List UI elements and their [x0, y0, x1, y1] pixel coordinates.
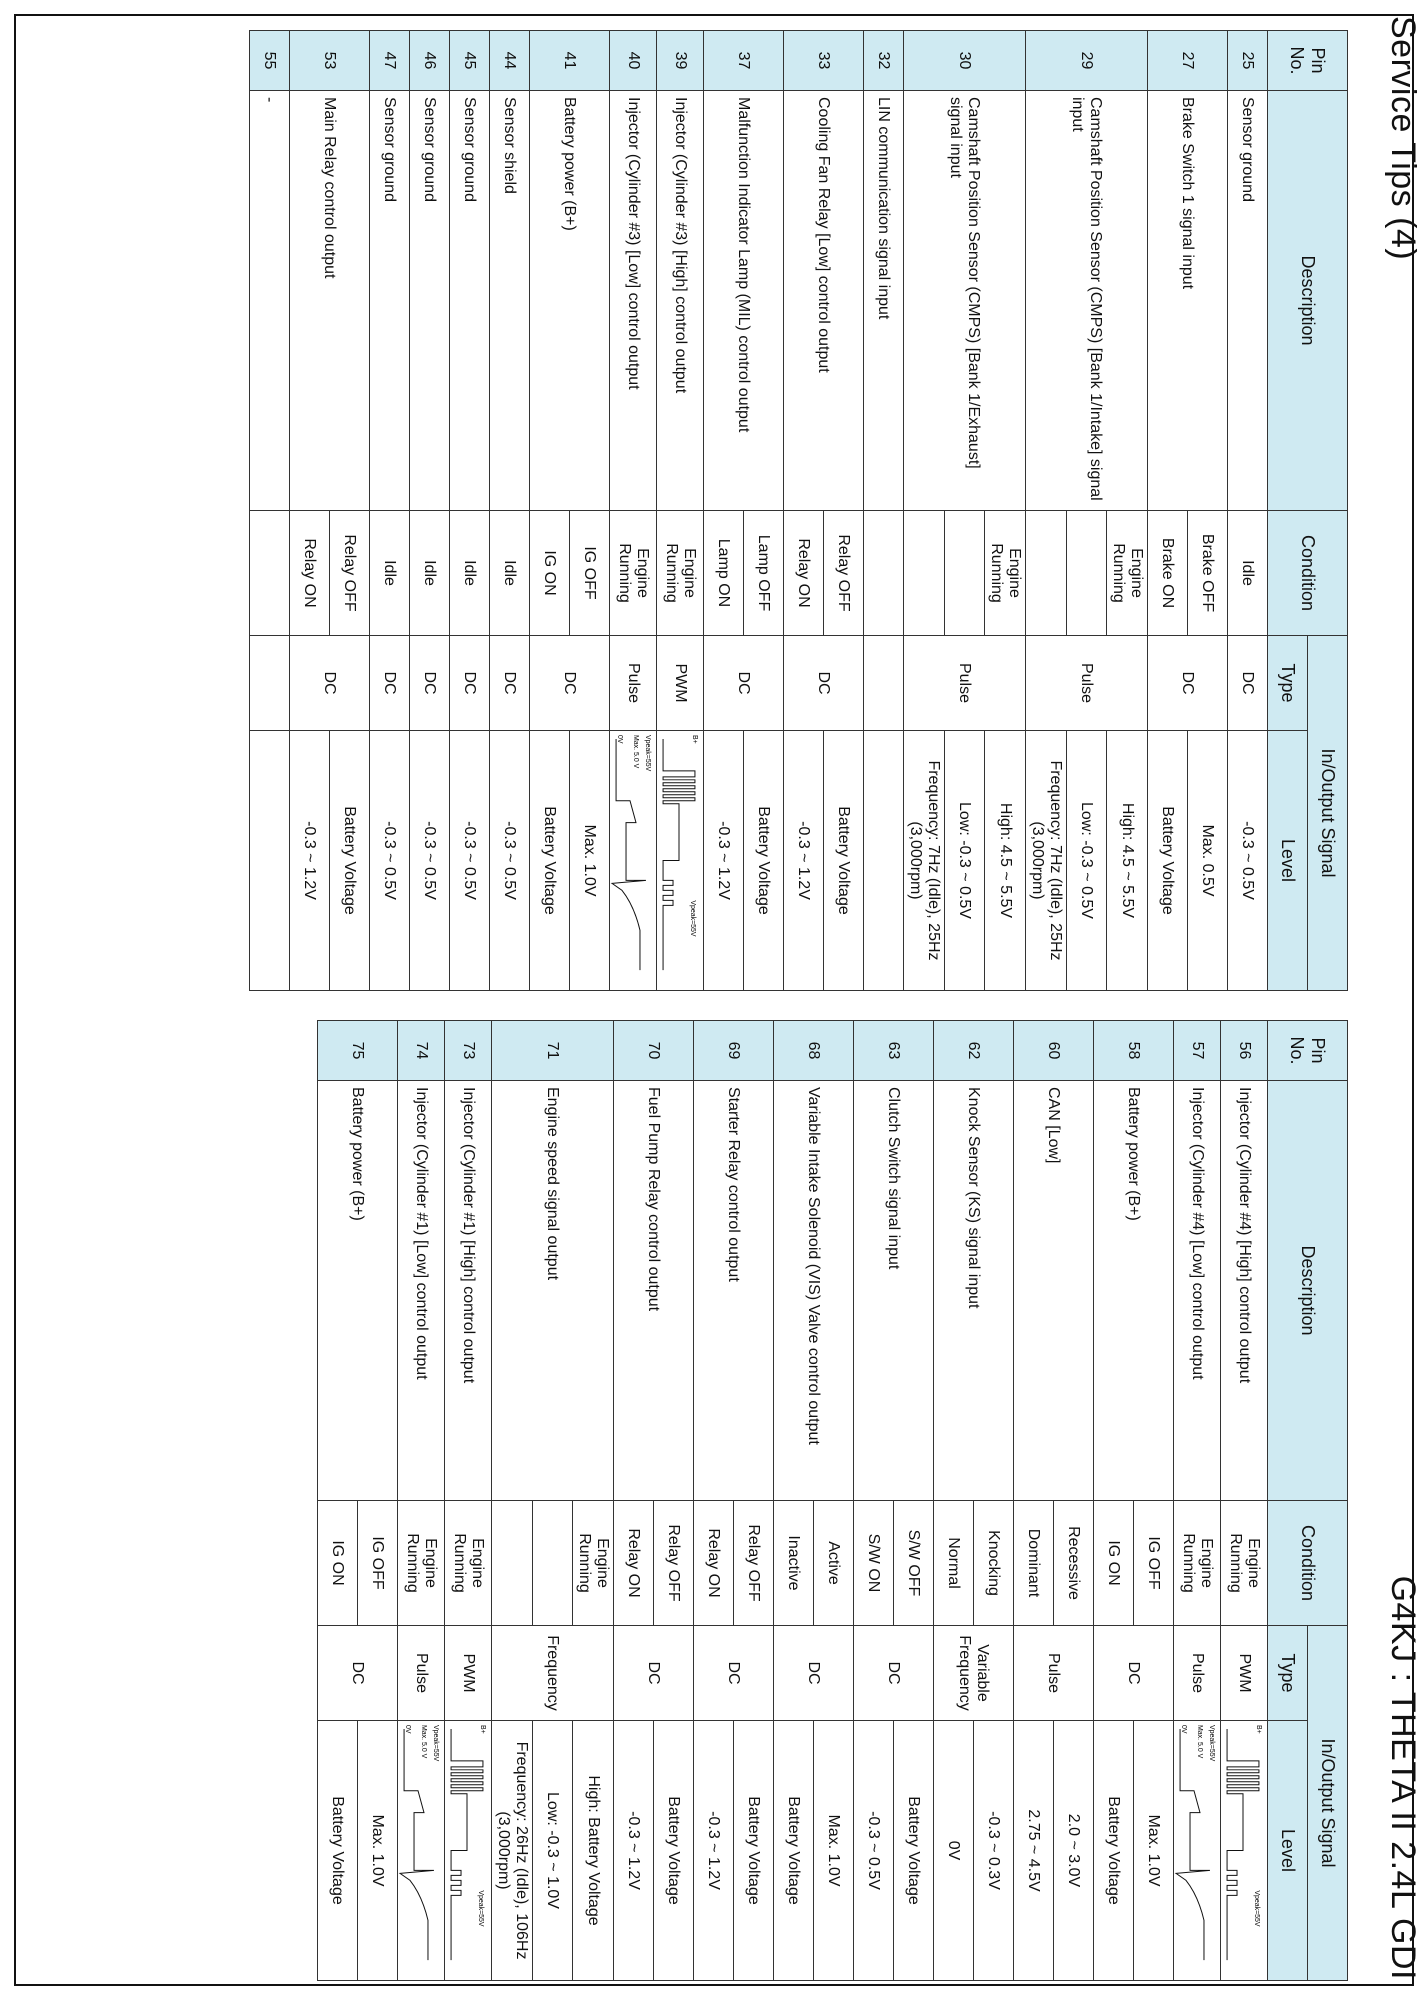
signal-level: -0.3 ~ 1.2V	[614, 1721, 654, 1981]
pin-description: Injector (Cylinder #4) [Low] control output	[1174, 1081, 1221, 1501]
pin-description: Starter Relay control output	[694, 1081, 774, 1501]
pin-description: LIN communication signal input	[864, 91, 904, 511]
table-row	[490, 31, 530, 991]
condition-cell: IG ON	[1094, 1501, 1134, 1626]
pin-number: 60	[1014, 1021, 1094, 1081]
condition-cell: Lamp OFF	[744, 511, 784, 636]
signal-level: Battery Voltage	[330, 731, 370, 991]
signal-type: Pulse	[1026, 636, 1148, 731]
pin-number: 44	[490, 31, 530, 91]
signal-level: Max. 1.0V	[358, 1721, 398, 1981]
signal-type: DC	[704, 636, 784, 731]
pin-description: Injector (Cylinder #1) [High] control output	[445, 1081, 492, 1501]
waveform-trace	[612, 739, 646, 970]
table-row	[824, 31, 864, 991]
condition-cell	[864, 511, 904, 636]
pin-description: Cooling Fan Relay [Low] control output	[784, 91, 864, 511]
waveform-max-label: Max. 5.0 V	[631, 734, 639, 769]
pin-description: Injector (Cylinder #3) [High] control output	[657, 91, 704, 511]
condition-cell: Dominant	[1014, 1501, 1054, 1626]
pin-description: Camshaft Position Sensor (CMPS) [Bank 1/Exhaust] signal input	[904, 91, 1026, 511]
signal-level: Battery Voltage	[824, 731, 864, 991]
pin-description: Battery power (B+)	[530, 91, 610, 511]
condition-cell: Brake ON	[1148, 511, 1188, 636]
condition-cell: IG OFF	[358, 1501, 398, 1626]
table-row	[1188, 31, 1228, 991]
signal-level: Battery Voltage	[318, 1721, 358, 1981]
condition-cell: IG ON	[318, 1501, 358, 1626]
table-row	[398, 1021, 445, 1981]
pin-description: Sensor ground	[410, 91, 450, 511]
condition-cell	[492, 1501, 533, 1626]
condition-cell: Relay OFF	[330, 511, 370, 636]
col-header-condition: Condition	[1268, 511, 1348, 636]
pin-description: Brake Switch 1 signal input	[1148, 91, 1228, 511]
condition-cell: Engine Running	[398, 1501, 445, 1626]
table-row	[410, 31, 450, 991]
signal-level: -0.3 ~ 0.5V	[490, 731, 530, 991]
condition-cell: Idle	[490, 511, 530, 636]
pin-description: Sensor ground	[1228, 91, 1268, 511]
table-row	[1054, 1021, 1094, 1981]
signal-level: Low: -0.3 ~ 1.0V	[533, 1721, 573, 1981]
signal-type: DC	[318, 1626, 398, 1721]
col-header-type: Type	[1268, 636, 1308, 731]
waveform-bplus-label: B+	[690, 734, 698, 744]
table-row	[657, 31, 704, 991]
waveform-max-label: Max. 5.0 V	[419, 1724, 427, 1759]
pin-number: 55	[250, 31, 290, 91]
condition-cell: Engine Running	[445, 1501, 492, 1626]
table-row	[330, 31, 370, 991]
table-row	[744, 31, 784, 991]
condition-cell: IG ON	[530, 511, 570, 636]
col-header-io-signal: In/Output Signal	[1308, 1626, 1348, 1981]
signal-type: DC	[370, 636, 410, 731]
condition-cell: Engine Running	[610, 511, 657, 636]
signal-level: Battery Voltage	[894, 1721, 934, 1981]
condition-cell: Relay OFF	[734, 1501, 774, 1626]
table-row	[985, 31, 1026, 991]
condition-cell: Relay OFF	[654, 1501, 694, 1626]
pin-number: 57	[1174, 1021, 1221, 1081]
pin-number: 29	[1026, 31, 1148, 91]
pin-number: 58	[1094, 1021, 1174, 1081]
signal-level: Frequency: 7Hz (Idle), 25Hz (3,000rpm)	[904, 731, 945, 991]
pin-description: Variable Intake Solenoid (VIS) Valve control output	[774, 1081, 854, 1501]
condition-cell: Idle	[450, 511, 490, 636]
table-row	[864, 31, 904, 991]
signal-type: Pulse	[1014, 1626, 1094, 1721]
signal-type: DC	[694, 1626, 774, 1721]
injector-high-waveform	[657, 731, 704, 991]
waveform-bplus-label: B+	[478, 1724, 486, 1734]
pwm-waveform-diagram	[1221, 1721, 1267, 1980]
waveform-bplus-label: B+	[1254, 1724, 1262, 1734]
signal-level: 2.75 ~ 4.5V	[1014, 1721, 1054, 1981]
signal-level: -0.3 ~ 0.5V	[1228, 731, 1268, 991]
pwm-waveform-diagram	[445, 1721, 491, 1980]
pin-number: 30	[904, 31, 1026, 91]
condition-cell	[250, 511, 290, 636]
signal-level: Battery Voltage	[530, 731, 570, 991]
signal-level: 0V	[934, 1721, 974, 1981]
condition-cell	[945, 511, 985, 636]
signal-level: -0.3 ~ 0.5V	[450, 731, 490, 991]
table-row	[894, 1021, 934, 1981]
signal-level: Max. 1.0V	[1134, 1721, 1174, 1981]
signal-type: DC	[1094, 1626, 1174, 1721]
right-pin-table	[317, 1020, 1348, 1981]
injector-low-waveform	[610, 731, 657, 991]
pin-number: 27	[1148, 31, 1228, 91]
pin-number: 32	[864, 31, 904, 91]
col-header-description: Description	[1268, 1081, 1348, 1501]
col-header-condition: Condition	[1268, 1501, 1348, 1626]
condition-cell: Relay OFF	[824, 511, 864, 636]
condition-cell: Active	[814, 1501, 854, 1626]
signal-type	[250, 636, 290, 731]
signal-type: DC	[410, 636, 450, 731]
pin-description: Sensor ground	[450, 91, 490, 511]
pin-number: 71	[492, 1021, 614, 1081]
pin-description: Sensor ground	[370, 91, 410, 511]
condition-cell: Relay ON	[614, 1501, 654, 1626]
col-header-description: Description	[1268, 91, 1348, 511]
condition-cell: Engine Running	[657, 511, 704, 636]
signal-level: -0.3 ~ 0.3V	[974, 1721, 1014, 1981]
pin-number: 40	[610, 31, 657, 91]
signal-level: Low: -0.3 ~ 0.5V	[945, 731, 985, 991]
signal-level: -0.3 ~ 1.2V	[694, 1721, 734, 1981]
signal-type: DC	[854, 1626, 934, 1721]
table-row	[370, 31, 410, 991]
signal-type: Pulse	[1174, 1626, 1221, 1721]
condition-cell	[1026, 511, 1067, 636]
col-header-level: Level	[1268, 731, 1308, 991]
pin-description: Knock Sensor (KS) signal input	[934, 1081, 1014, 1501]
col-header-io-signal: In/Output Signal	[1308, 636, 1348, 991]
condition-cell: IG OFF	[570, 511, 610, 636]
pin-description: Main Relay control output	[290, 91, 370, 511]
condition-cell: Relay ON	[290, 511, 330, 636]
pin-description: Injector (Cylinder #4) [High] control output	[1221, 1081, 1268, 1501]
signal-type: PWM	[1221, 1626, 1268, 1721]
pin-number: 53	[290, 31, 370, 91]
signal-type: DC	[774, 1626, 854, 1721]
signal-type: DC	[290, 636, 370, 731]
table-row	[654, 1021, 694, 1981]
pin-number: 47	[370, 31, 410, 91]
condition-cell	[533, 1501, 573, 1626]
signal-type: DC	[530, 636, 610, 731]
signal-type	[864, 636, 904, 731]
injector-low-waveform	[1174, 1721, 1221, 1981]
pin-number: 45	[450, 31, 490, 91]
pin-number: 62	[934, 1021, 1014, 1081]
pin-number: 75	[318, 1021, 398, 1081]
condition-cell: Idle	[370, 511, 410, 636]
signal-level: -0.3 ~ 1.2V	[784, 731, 824, 991]
condition-cell: Idle	[1228, 511, 1268, 636]
condition-cell: Recessive	[1054, 1501, 1094, 1626]
pin-description: Battery power (B+)	[1094, 1081, 1174, 1501]
condition-cell: Brake OFF	[1188, 511, 1228, 636]
pulse-waveform-diagram	[398, 1721, 444, 1980]
table-row	[573, 1021, 614, 1981]
waveform-trace	[400, 1729, 434, 1960]
col-header-level: Level	[1268, 1721, 1308, 1981]
signal-type: PWM	[445, 1626, 492, 1721]
pin-description: -	[250, 91, 290, 511]
signal-level: Frequency: 26Hz (Idle), 106Hz (3,000rpm)	[492, 1721, 533, 1981]
pin-number: 70	[614, 1021, 694, 1081]
pin-number: 68	[774, 1021, 854, 1081]
signal-type: PWM	[657, 636, 704, 731]
signal-level: Max. 0.5V	[1188, 731, 1228, 991]
pin-number: 41	[530, 31, 610, 91]
signal-level: Battery Voltage	[744, 731, 784, 991]
waveform-vpeak-label: Vpeak=55V	[1252, 1890, 1260, 1927]
pin-description: Sensor shield	[490, 91, 530, 511]
condition-cell	[1067, 511, 1107, 636]
waveform-max-label: Max. 5.0 V	[1195, 1724, 1203, 1759]
pin-number: 33	[784, 31, 864, 91]
signal-level: Low: -0.3 ~ 0.5V	[1067, 731, 1107, 991]
left-table-body	[250, 31, 1268, 991]
signal-level: Battery Voltage	[654, 1721, 694, 1981]
pin-description: Malfunction Indicator Lamp (MIL) control output	[704, 91, 784, 511]
pin-number: 46	[410, 31, 450, 91]
pin-number: 63	[854, 1021, 934, 1081]
condition-cell: IG OFF	[1134, 1501, 1174, 1626]
page-title: Service Tips (4)	[1384, 16, 1422, 261]
pin-description: Camshaft Position Sensor (CMPS) [Bank 1/Intake] signal input	[1026, 91, 1148, 511]
signal-type: DC	[450, 636, 490, 731]
signal-level: -0.3 ~ 1.2V	[704, 731, 744, 991]
signal-level: 2.0 ~ 3.0V	[1054, 1721, 1094, 1981]
waveform-trace	[1176, 1729, 1210, 1960]
signal-level: Max. 1.0V	[814, 1721, 854, 1981]
signal-level: Battery Voltage	[1148, 731, 1188, 991]
condition-cell: Engine Running	[985, 511, 1026, 636]
waveform-zero-label: 0V	[404, 1724, 412, 1734]
signal-type: Pulse	[904, 636, 1026, 731]
pin-description: Clutch Switch signal input	[854, 1081, 934, 1501]
waveform-vpeak-label: Vpeak=55V	[1207, 1724, 1215, 1762]
signal-level	[250, 731, 290, 991]
signal-level: Max. 1.0V	[570, 731, 610, 991]
table-row	[610, 31, 657, 991]
table-row	[570, 31, 610, 991]
waveform-vpeak-label: Vpeak=55V	[688, 900, 696, 937]
signal-type: Frequency	[492, 1626, 614, 1721]
pin-description: Battery power (B+)	[318, 1081, 398, 1501]
table-row	[1107, 31, 1148, 991]
waveform-vpeak-label: Vpeak=55V	[431, 1724, 439, 1762]
signal-level: -0.3 ~ 1.2V	[290, 731, 330, 991]
condition-cell: Relay ON	[694, 1501, 734, 1626]
pin-description: Fuel Pump Relay control output	[614, 1081, 694, 1501]
injector-low-waveform	[398, 1721, 445, 1981]
injector-high-waveform	[445, 1721, 492, 1981]
left-pin-table-wrapper	[249, 30, 1348, 990]
pin-description: Engine speed signal output	[492, 1081, 614, 1501]
signal-type: DC	[784, 636, 864, 731]
table-row	[358, 1021, 398, 1981]
signal-level: -0.3 ~ 0.5V	[410, 731, 450, 991]
pin-number: 39	[657, 31, 704, 91]
condition-cell: Relay ON	[784, 511, 824, 636]
condition-cell: Inactive	[774, 1501, 814, 1626]
condition-cell: Normal	[934, 1501, 974, 1626]
signal-level: Battery Voltage	[1094, 1721, 1134, 1981]
signal-level: High: Battery Voltage	[573, 1721, 614, 1981]
table-row	[974, 1021, 1014, 1981]
condition-cell: Engine Running	[573, 1501, 614, 1626]
right-pin-table-wrapper	[317, 1020, 1348, 1980]
signal-level: -0.3 ~ 0.5V	[370, 731, 410, 991]
signal-type: DC	[1228, 636, 1268, 731]
pin-number: 69	[694, 1021, 774, 1081]
table-row	[250, 31, 290, 991]
signal-level: Frequency: 7Hz (Idle), 25Hz (3,000rpm)	[1026, 731, 1067, 991]
condition-cell: S/W OFF	[894, 1501, 934, 1626]
col-header-pin: Pin No.	[1268, 31, 1348, 91]
table-row	[450, 31, 490, 991]
condition-cell: Knocking	[974, 1501, 1014, 1626]
table-row	[1174, 1021, 1221, 1981]
pin-description: Injector (Cylinder #3) [Low] control output	[610, 91, 657, 511]
pin-number: 56	[1221, 1021, 1268, 1081]
signal-type: DC	[1148, 636, 1228, 731]
signal-level: Battery Voltage	[774, 1721, 814, 1981]
condition-cell	[904, 511, 945, 636]
signal-type: DC	[614, 1626, 694, 1721]
pin-number: 74	[398, 1021, 445, 1081]
table-row	[734, 1021, 774, 1981]
signal-level: High: 4.5 ~ 5.5V	[985, 731, 1026, 991]
table-row	[814, 1021, 854, 1981]
condition-cell: Idle	[410, 511, 450, 636]
condition-cell: Lamp ON	[704, 511, 744, 636]
condition-cell: Engine Running	[1221, 1501, 1268, 1626]
waveform-vpeak-label: Vpeak=55V	[643, 734, 651, 772]
signal-type: Pulse	[398, 1626, 445, 1721]
signal-type: Pulse	[610, 636, 657, 731]
table-row	[1228, 31, 1268, 991]
pin-description: Injector (Cylinder #1) [Low] control output	[398, 1081, 445, 1501]
table-row	[1221, 1021, 1268, 1981]
waveform-zero-label: 0V	[616, 734, 624, 744]
signal-type: DC	[490, 636, 530, 731]
waveform-vpeak-label: Vpeak=55V	[476, 1890, 484, 1927]
pulse-waveform-diagram	[610, 731, 656, 990]
signal-level: High: 4.5 ~ 5.5V	[1107, 731, 1148, 991]
table-row	[445, 1021, 492, 1981]
signal-type: Variable Frequency	[934, 1626, 1014, 1721]
signal-level: Battery Voltage	[734, 1721, 774, 1981]
engine-model-title: G4KJ : THETA II 2.4L GDI	[1384, 1575, 1422, 1980]
pulse-waveform-diagram	[1174, 1721, 1220, 1980]
table-row	[1134, 1021, 1174, 1981]
right-table-body	[318, 1021, 1268, 1981]
condition-cell: Engine Running	[1107, 511, 1148, 636]
pin-description: CAN [Low]	[1014, 1081, 1094, 1501]
signal-level: -0.3 ~ 0.5V	[854, 1721, 894, 1981]
left-pin-table	[249, 30, 1348, 991]
pwm-waveform-diagram	[657, 731, 703, 990]
waveform-zero-label: 0V	[1180, 1724, 1188, 1734]
pin-number: 73	[445, 1021, 492, 1081]
pin-number: 25	[1228, 31, 1268, 91]
pin-number: 37	[704, 31, 784, 91]
col-header-type: Type	[1268, 1626, 1308, 1721]
signal-level	[864, 731, 904, 991]
condition-cell: S/W ON	[854, 1501, 894, 1626]
injector-high-waveform	[1221, 1721, 1268, 1981]
condition-cell: Engine Running	[1174, 1501, 1221, 1626]
col-header-pin: Pin No.	[1268, 1021, 1348, 1081]
